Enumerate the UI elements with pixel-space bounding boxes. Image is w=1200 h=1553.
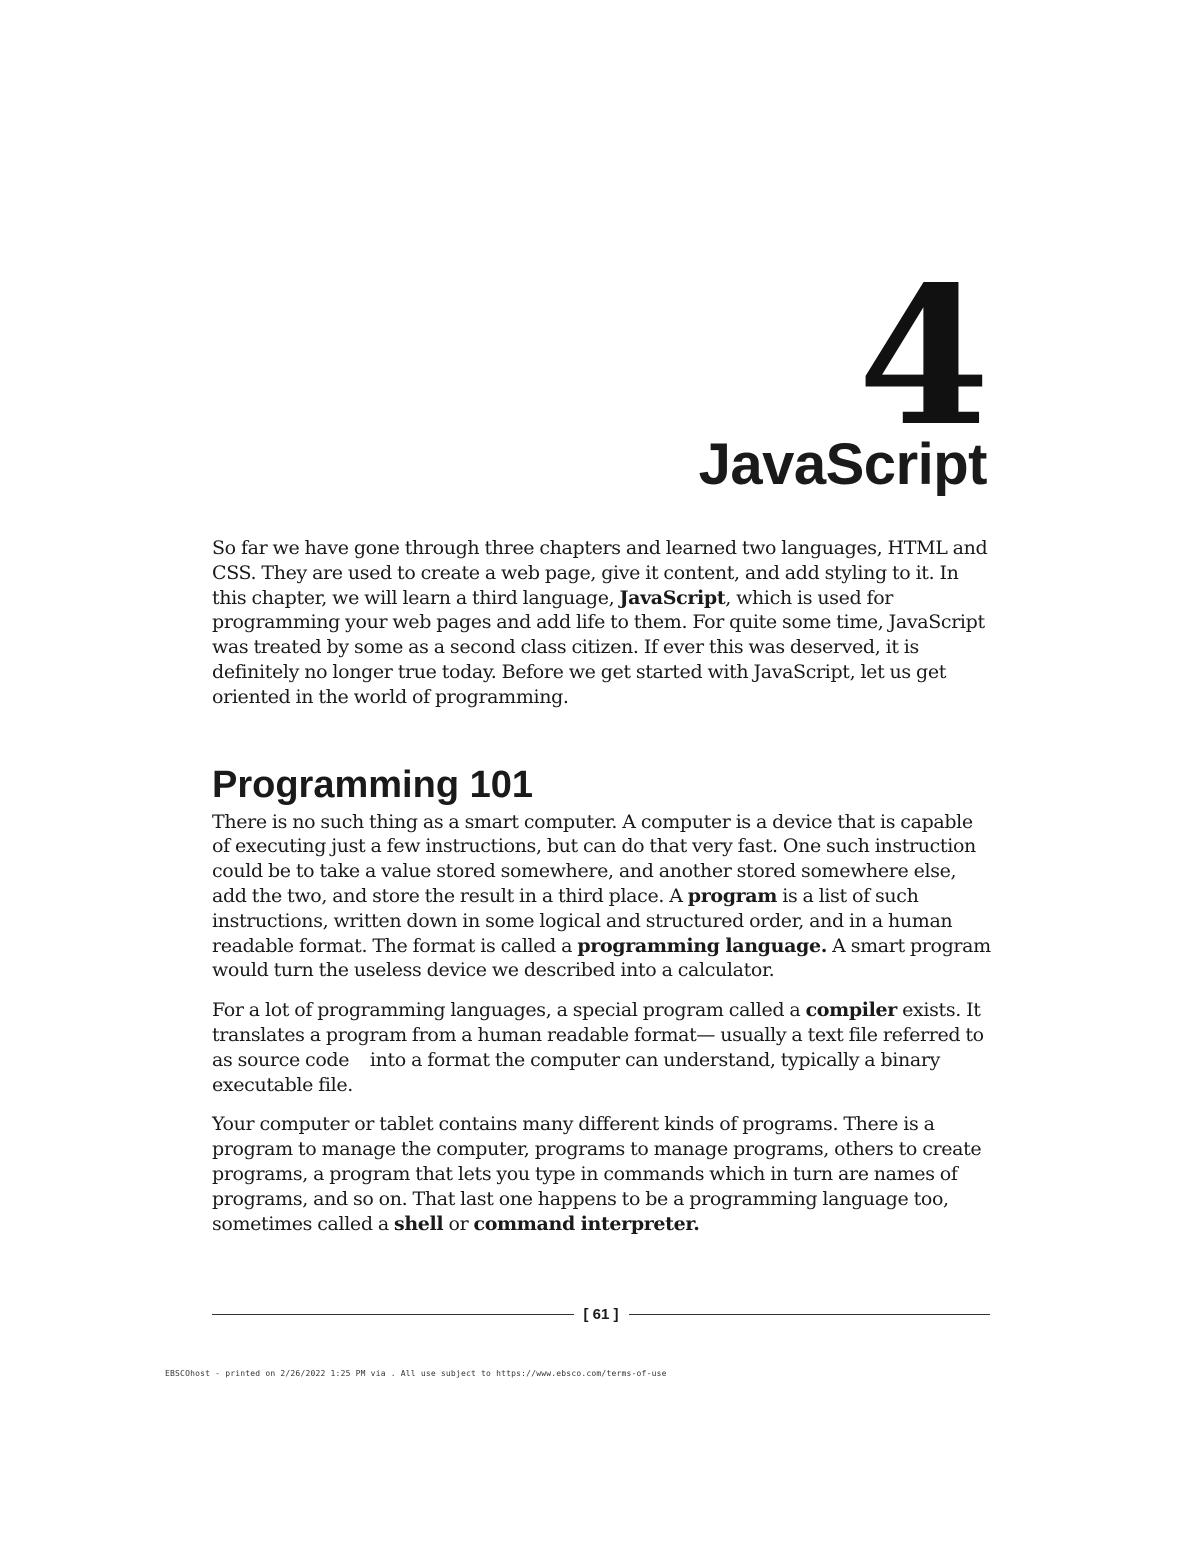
intro-text-2: , which is used for programming your web pages and add life to them. For quite some time, JavaScript was treated by some as a second class citizen. If ever this was deserved, it is definitely no longer true today. Before we get started with JavaScript, let us get oriented in the world of programming.: [212, 586, 985, 708]
paragraph-compiler: [212, 998, 992, 1097]
term-javascript: JavaScript: [619, 586, 726, 609]
section-heading: Programming 101: [212, 763, 533, 806]
p3-text-1: Your computer or tablet contains many different kinds of programs. There is a program to manage the computer, programs to manage programs, others to create programs, a program that lets you type in commands which in turn are names of programs, and so on. That last one happens to be a programming language too, sometimes called a: [212, 1113, 982, 1235]
p1-text-2: is a list of such instructions, written down in some logical and structured order, and in a human readable format. The format is called a: [212, 884, 953, 957]
term-program: program: [687, 884, 778, 907]
p1-text-3: A smart program would turn the useless device we described into a calculator.: [212, 934, 991, 982]
p2-text-2: exists. It translates a program from a human readable format— usually a text file referred to as source code into a format the computer can understand, typically a binary executable file.: [212, 999, 989, 1096]
page-footer: [212, 1306, 990, 1323]
paragraph-program: [212, 810, 992, 984]
term-compiler: compiler: [805, 999, 897, 1022]
p3-text-2: or: [443, 1212, 474, 1235]
intro-paragraph: [212, 536, 992, 710]
chapter-body: [212, 536, 992, 1236]
term-command-interpreter: command interpreter.: [473, 1212, 700, 1235]
footer-rule-right: [629, 1314, 991, 1315]
p1-text-1: There is no such thing as a smart computer. A computer is a device that is capable of executing just a few instructions, but can do that very fast. One such instruction could be to take a value stored somewhere, and another stored somewhere else, add the two, and store the result in a third place. A: [212, 810, 976, 907]
ebsco-watermark: EBSCOhost - printed on 2/26/2022 1:25 PM via . All use subject to https://www.ebsco.com/terms-of-use: [165, 1369, 667, 1378]
term-programming-language: programming language.: [577, 934, 827, 957]
p2-text-1: For a lot of programming languages, a special program called a: [212, 999, 806, 1022]
paragraph-shell: [212, 1112, 992, 1236]
chapter-title: JavaScript: [698, 432, 987, 497]
footer-rule-left: [212, 1314, 574, 1315]
page-number: [ 61 ]: [583, 1306, 619, 1323]
chapter-number: 4: [857, 245, 990, 468]
term-shell: shell: [394, 1212, 444, 1235]
intro-text-1: So far we have gone through three chapters and learned two languages, HTML and CSS. They are used to create a web page, give it content, and add styling to it. In this chapter, we will learn a third language,: [212, 537, 988, 609]
